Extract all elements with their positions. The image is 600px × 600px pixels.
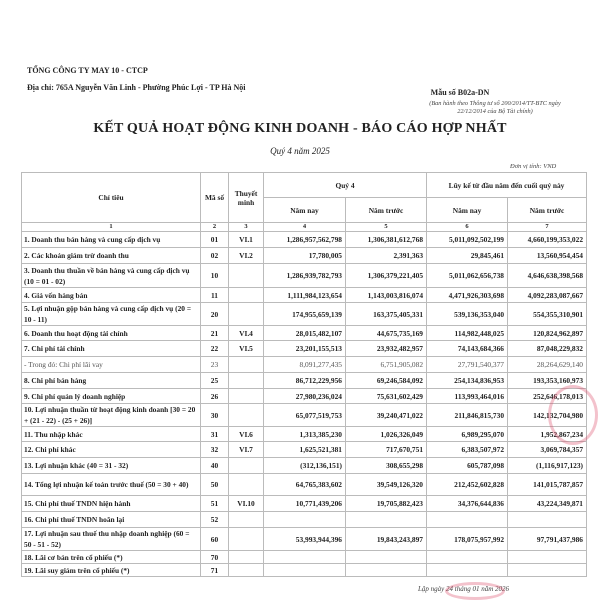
row-value-ytd-this-year: 114,982,448,025 <box>427 326 508 341</box>
header-q4-this-year: Năm nay <box>264 198 346 223</box>
row-value-ytd-this-year <box>427 551 508 564</box>
table-row <box>22 528 587 551</box>
row-value-q4-this-year: 65,077,519,753 <box>264 404 346 427</box>
row-value-q4-last-year: 6,751,905,082 <box>346 357 427 373</box>
row-code: 25 <box>201 373 229 389</box>
company-name: TỔNG CÔNG TY MAY 10 - CTCP <box>27 66 148 75</box>
row-value-ytd-last-year: 13,560,954,454 <box>508 248 587 264</box>
table-row <box>22 341 587 357</box>
table-row <box>22 303 587 326</box>
row-item: 2. Các khoản giảm trừ doanh thu <box>22 248 201 264</box>
column-index: 3 <box>229 223 264 232</box>
row-value-ytd-this-year: 74,143,684,366 <box>427 341 508 357</box>
row-note <box>229 373 264 389</box>
report-date: Lập ngày 24 tháng 01 năm 2026 <box>418 585 509 593</box>
column-index: 7 <box>508 223 587 232</box>
table-row <box>22 458 587 474</box>
row-code: 21 <box>201 326 229 341</box>
row-item: 13. Lợi nhuận khác (40 = 31 - 32) <box>22 458 201 474</box>
row-value-q4-last-year <box>346 551 427 564</box>
row-value-q4-last-year: 308,655,298 <box>346 458 427 474</box>
table-row <box>22 357 587 373</box>
row-note <box>229 528 264 551</box>
row-item: 7. Chi phí tài chính <box>22 341 201 357</box>
row-value-ytd-last-year: 4,660,199,353,022 <box>508 232 587 248</box>
row-value-q4-last-year: 39,240,471,022 <box>346 404 427 427</box>
row-item: 1. Doanh thu bán hàng và cung cấp dịch vụ <box>22 232 201 248</box>
row-value-q4-this-year: 53,993,944,396 <box>264 528 346 551</box>
row-value-q4-last-year: 75,631,602,429 <box>346 389 427 404</box>
row-value-q4-this-year: 1,286,939,782,793 <box>264 264 346 288</box>
table-row <box>22 512 587 528</box>
row-value-ytd-last-year: 97,791,437,986 <box>508 528 587 551</box>
row-code: 60 <box>201 528 229 551</box>
column-index: 2 <box>201 223 229 232</box>
row-item: 5. Lợi nhuận gộp bán hàng và cung cấp dịch vụ (20 = 10 - 11) <box>22 303 201 326</box>
row-value-ytd-this-year <box>427 512 508 528</box>
row-code: 32 <box>201 442 229 458</box>
table-row <box>22 373 587 389</box>
currency-unit: Đơn vị tính: VND <box>510 163 557 170</box>
row-note <box>229 564 264 577</box>
table-row <box>22 248 587 264</box>
row-note: VI.2 <box>229 248 264 264</box>
row-item: 16. Chi phí thuế TNDN hoãn lại <box>22 512 201 528</box>
table-row <box>22 442 587 458</box>
row-value-ytd-this-year: 211,846,815,730 <box>427 404 508 427</box>
row-value-ytd-last-year: 142,132,704,980 <box>508 404 587 427</box>
row-code: 70 <box>201 551 229 564</box>
row-value-q4-last-year: 1,306,379,221,405 <box>346 264 427 288</box>
row-value-q4-this-year: 1,286,957,562,798 <box>264 232 346 248</box>
row-value-ytd-last-year: 87,048,229,832 <box>508 341 587 357</box>
row-item: 10. Lợi nhuận thuần từ hoạt động kinh doanh [30 = 20 + (21 - 22) - (25 + 26)] <box>22 404 201 427</box>
row-value-q4-this-year: 17,780,005 <box>264 248 346 264</box>
row-value-q4-last-year: 1,026,326,049 <box>346 427 427 442</box>
red-stamp-seal <box>445 582 505 600</box>
row-item: 17. Lợi nhuận sau thuế thu nhập doanh nghiệp (60 = 50 - 51 - 52) <box>22 528 201 551</box>
row-value-ytd-last-year: 193,353,160,973 <box>508 373 587 389</box>
header-code: Mã số <box>201 173 229 223</box>
row-code: 30 <box>201 404 229 427</box>
row-code: 02 <box>201 248 229 264</box>
row-value-ytd-this-year <box>427 564 508 577</box>
row-value-q4-last-year <box>346 564 427 577</box>
row-value-ytd-last-year: 554,355,310,901 <box>508 303 587 326</box>
table-row <box>22 496 587 512</box>
row-value-ytd-this-year: 254,134,836,953 <box>427 373 508 389</box>
report-title: KẾT QUẢ HOẠT ĐỘNG KINH DOANH - BÁO CÁO HỢP NHẤT <box>93 121 507 136</box>
row-item: 18. Lãi cơ bản trên cổ phiếu (*) <box>22 551 201 564</box>
column-index-row <box>22 223 587 232</box>
row-code: 23 <box>201 357 229 373</box>
row-value-ytd-this-year: 539,136,353,040 <box>427 303 508 326</box>
row-value-ytd-last-year: 141,015,787,857 <box>508 474 587 496</box>
row-value-ytd-this-year: 4,471,926,303,698 <box>427 288 508 303</box>
row-note <box>229 551 264 564</box>
row-value-ytd-last-year <box>508 564 587 577</box>
row-code: 20 <box>201 303 229 326</box>
row-code: 71 <box>201 564 229 577</box>
row-value-q4-this-year: 27,980,236,024 <box>264 389 346 404</box>
row-value-q4-last-year: 163,375,405,331 <box>346 303 427 326</box>
row-note <box>229 264 264 288</box>
row-value-ytd-last-year: 252,646,178,013 <box>508 389 587 404</box>
row-value-ytd-last-year: (1,116,917,123) <box>508 458 587 474</box>
row-value-ytd-this-year: 5,011,092,502,199 <box>427 232 508 248</box>
row-value-q4-last-year: 69,246,584,092 <box>346 373 427 389</box>
table-row <box>22 564 587 577</box>
header-ytd-this-year: Năm nay <box>427 198 508 223</box>
row-item: 12. Chi phí khác <box>22 442 201 458</box>
column-index: 4 <box>264 223 346 232</box>
row-item: 15. Chi phí thuế TNDN hiện hành <box>22 496 201 512</box>
row-note: VI.4 <box>229 326 264 341</box>
header-quarter: Quý 4 <box>264 173 427 198</box>
row-item: 9. Chi phí quản lý doanh nghiệp <box>22 389 201 404</box>
row-note: VI.1 <box>229 232 264 248</box>
table-row <box>22 404 587 427</box>
row-code: 51 <box>201 496 229 512</box>
row-value-q4-last-year: 19,705,882,423 <box>346 496 427 512</box>
table-row <box>22 232 587 248</box>
row-value-q4-this-year: 86,712,229,956 <box>264 373 346 389</box>
row-value-q4-this-year: 1,625,521,381 <box>264 442 346 458</box>
table-row <box>22 474 587 496</box>
row-value-q4-this-year: (312,136,151) <box>264 458 346 474</box>
row-value-q4-this-year: 8,091,277,435 <box>264 357 346 373</box>
row-note <box>229 474 264 496</box>
row-item: 8. Chi phí bán hàng <box>22 373 201 389</box>
table-row <box>22 288 587 303</box>
table-row <box>22 264 587 288</box>
row-value-q4-this-year: 174,955,659,139 <box>264 303 346 326</box>
column-index: 6 <box>427 223 508 232</box>
row-value-q4-this-year: 64,765,383,602 <box>264 474 346 496</box>
row-value-q4-last-year: 1,306,381,612,768 <box>346 232 427 248</box>
row-value-q4-this-year <box>264 551 346 564</box>
row-note: VI.5 <box>229 341 264 357</box>
table-row <box>22 389 587 404</box>
row-value-ytd-this-year: 113,993,464,016 <box>427 389 508 404</box>
row-value-q4-last-year: 19,843,243,897 <box>346 528 427 551</box>
row-value-q4-last-year <box>346 512 427 528</box>
row-value-q4-this-year: 28,015,482,107 <box>264 326 346 341</box>
row-value-ytd-this-year: 605,787,098 <box>427 458 508 474</box>
report-period: Quý 4 năm 2025 <box>270 146 330 156</box>
row-value-ytd-this-year: 5,011,062,656,738 <box>427 264 508 288</box>
row-item: 11. Thu nhập khác <box>22 427 201 442</box>
table-row <box>22 326 587 341</box>
row-note <box>229 458 264 474</box>
header-ytd-last-year: Năm trước <box>508 198 587 223</box>
row-code: 52 <box>201 512 229 528</box>
row-code: 10 <box>201 264 229 288</box>
row-item: 14. Tổng lợi nhuận kế toán trước thuế (50 = 30 + 40) <box>22 474 201 496</box>
column-index: 5 <box>346 223 427 232</box>
row-value-q4-this-year <box>264 564 346 577</box>
table-row <box>22 427 587 442</box>
row-note <box>229 512 264 528</box>
row-value-q4-last-year: 1,143,003,816,074 <box>346 288 427 303</box>
row-value-ytd-last-year: 4,646,638,398,568 <box>508 264 587 288</box>
row-value-ytd-last-year: 4,092,283,087,667 <box>508 288 587 303</box>
row-value-ytd-last-year: 43,224,349,871 <box>508 496 587 512</box>
row-item: 19. Lãi suy giảm trên cổ phiếu (*) <box>22 564 201 577</box>
row-value-q4-this-year: 1,313,385,230 <box>264 427 346 442</box>
row-item: 4. Giá vốn hàng bán <box>22 288 201 303</box>
form-note-line-2: 22/12/2014 của Bộ Tài chính) <box>457 108 533 115</box>
row-note <box>229 357 264 373</box>
row-code: 31 <box>201 427 229 442</box>
column-index: 1 <box>22 223 201 232</box>
row-value-ytd-this-year: 6,383,507,972 <box>427 442 508 458</box>
row-item: 6. Doanh thu hoạt động tài chính <box>22 326 201 341</box>
row-value-ytd-this-year: 29,845,461 <box>427 248 508 264</box>
row-value-q4-this-year: 1,111,984,123,654 <box>264 288 346 303</box>
form-number: Mẫu số B02a-DN <box>430 88 490 97</box>
row-value-q4-this-year: 23,201,155,513 <box>264 341 346 357</box>
row-value-ytd-this-year: 27,791,540,377 <box>427 357 508 373</box>
row-note <box>229 389 264 404</box>
row-note <box>229 303 264 326</box>
form-note-line-1: (Ban hành theo Thông tư số 200/2014/TT-BTC ngày <box>429 100 561 107</box>
row-value-q4-last-year: 44,675,735,169 <box>346 326 427 341</box>
row-value-ytd-last-year: 1,952,867,234 <box>508 427 587 442</box>
row-value-q4-last-year: 23,932,482,957 <box>346 341 427 357</box>
row-note <box>229 404 264 427</box>
row-value-ytd-last-year <box>508 512 587 528</box>
row-value-ytd-last-year: 120,824,962,897 <box>508 326 587 341</box>
row-value-ytd-this-year: 34,376,644,836 <box>427 496 508 512</box>
company-address: Địa chỉ: 765A Nguyễn Văn Linh - Phường Phúc Lợi - TP Hà Nội <box>27 83 246 92</box>
header-ytd: Lũy kế từ đầu năm đến cuối quý này <box>427 173 587 198</box>
income-statement-table <box>21 172 587 577</box>
row-value-ytd-last-year: 28,264,629,140 <box>508 357 587 373</box>
row-value-ytd-this-year: 6,989,295,070 <box>427 427 508 442</box>
table-row <box>22 551 587 564</box>
row-value-ytd-this-year: 212,452,602,828 <box>427 474 508 496</box>
row-note: VI.7 <box>229 442 264 458</box>
row-note <box>229 288 264 303</box>
header-item: Chỉ tiêu <box>22 173 201 223</box>
row-code: 22 <box>201 341 229 357</box>
row-value-ytd-last-year: 3,069,784,357 <box>508 442 587 458</box>
row-value-q4-this-year: 10,771,439,206 <box>264 496 346 512</box>
row-value-q4-last-year: 39,549,126,320 <box>346 474 427 496</box>
row-value-q4-last-year: 2,391,363 <box>346 248 427 264</box>
row-code: 26 <box>201 389 229 404</box>
row-note: VI.10 <box>229 496 264 512</box>
row-code: 40 <box>201 458 229 474</box>
form-note <box>400 100 590 116</box>
row-value-q4-last-year: 717,670,751 <box>346 442 427 458</box>
row-code: 50 <box>201 474 229 496</box>
header-note: Thuyết minh <box>229 173 264 223</box>
row-note: VI.6 <box>229 427 264 442</box>
red-stamp-seal <box>548 385 598 445</box>
row-value-q4-this-year <box>264 512 346 528</box>
row-value-ytd-this-year: 178,075,957,992 <box>427 528 508 551</box>
row-item: - Trong đó: Chi phí lãi vay <box>22 357 201 373</box>
row-code: 01 <box>201 232 229 248</box>
header-q4-last-year: Năm trước <box>346 198 427 223</box>
row-value-ytd-last-year <box>508 551 587 564</box>
row-item: 3. Doanh thu thuần về bán hàng và cung cấp dịch vụ (10 = 01 - 02) <box>22 264 201 288</box>
row-code: 11 <box>201 288 229 303</box>
